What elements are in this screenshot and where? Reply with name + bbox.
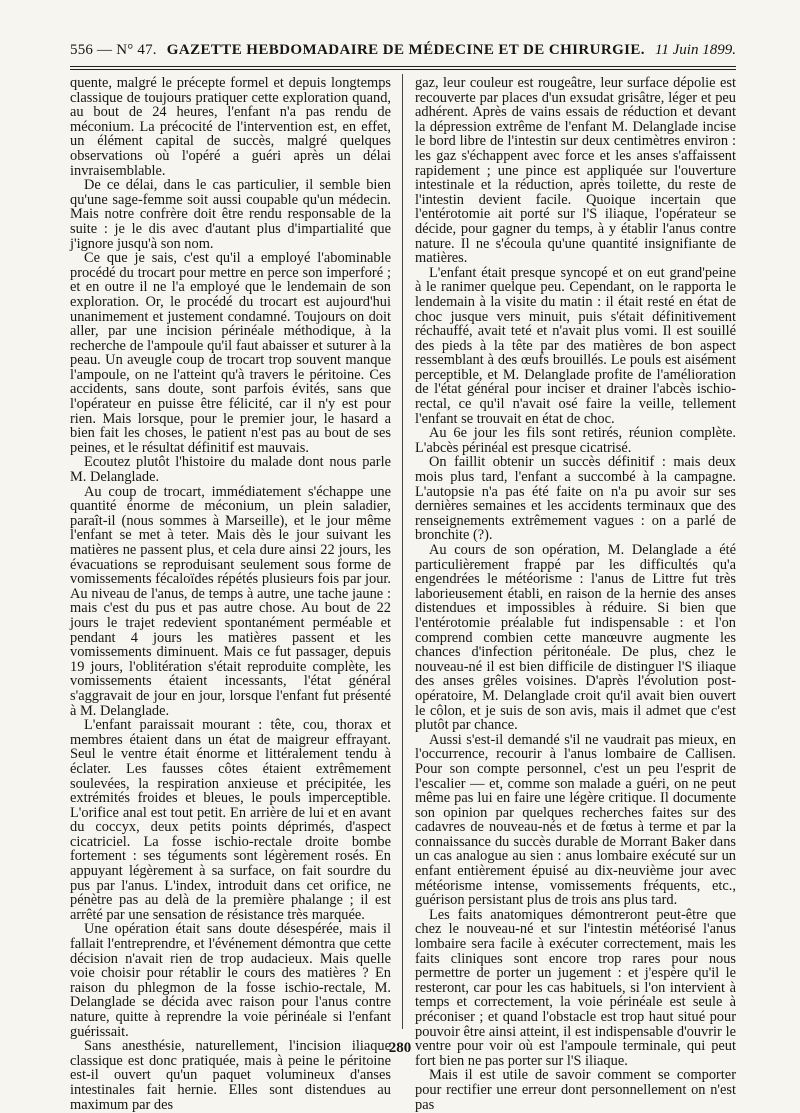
paragraph: L'enfant était presque syncopé et on eut grand'peine à le ranimer quelque peu. Cependant, on le rapporta le lendemain à la visite du matin : il était resté en état de choc jusque vers minuit, puis s'était définitivement réchauffé, avait teté et n'avait plus vomi. Il est souillé des pieds à la tête par des matières de bon aspect ressemblant à des œufs brouillés. Le pouls est aisément perceptible, et M. Delanglade profite de l'amélioration de l'état général pour inciser et drainer l'abcès ischio-rectal, ce qu'il n'avait osé faire la veille, tellement l'enfant se trouvait en état de choc.	[415, 264, 736, 427]
paragraph: gaz, leur couleur est rougeâtre, leur surface dépolie est recouverte par places d'un exsudat grisâtre, léger et peu adhérent. Après de vains essais de réduction et devant la dépression extrême de l'enfant M. Delanglade incise le bord libre de l'intestin sur deux centimètres environ : les gaz s'échappent avec force et les anses s'affaissent rapidement ; une pince est appliquée sur l'ouverture intestinale et la réduction, après toilette, du reste de l'intestin devient facile. Quoique incertain que l'entérotomie ait porté sur l'S iliaque, l'opérateur se décide, pour gagner du temps, à y établir l'anus contre nature. Il ne s'écoula qu'une quantité insignifiante de matières.	[415, 75, 736, 267]
paragraph: Une opération était sans doute désespérée, mais il fallait l'entreprendre, et l'événement démontra que cette décision n'avait rien de trop audacieux. Mais quelle voie choisir pour rétablir le cours des matières ? En raison du phlegmon de la fosse ischio-rectale, M. Delanglade se décida avec raison pour l'anus contre nature, quitte à reprendre la voie périnéale si l'enfant guérissait.	[70, 921, 391, 1040]
issue-date: 11 Juin 1899.	[655, 42, 736, 58]
paragraph: Au 6e jour les fils sont retirés, réunion complète. L'abcès périnéal est presque cicatrisé.	[415, 425, 736, 456]
paragraph: L'enfant paraissait mourant : tête, cou, thorax et membres étaient dans un état de maigreur effrayant. Seul le ventre était énorme et littéralement tendu à éclater. Les fausses côtes étaient extrêmement soulevées, la respiration anxieuse et précipitée, les extrémités froides et bleues, le pouls imperceptible. L'orifice anal est tout petit. En arrière de lui et en avant du coccyx, deux petits points déprimés, d'aspect cicatriciel. La fosse ischio-rectale droite bombe fortement : ses téguments sont légèrement rosés. En appuyant légèrement à sa surface, on fait sourdre du pus par l'anus. L'index, introduit dans cet orifice, ne pénètre pas au delà de la première phalange ; il est arrêté par une sensation de résistance très marquée.	[70, 717, 391, 923]
paragraph: Les faits anatomiques démontreront peut-être que chez le nouveau-né et sur l'intestin météorisé l'anus lombaire sera facile à exécuter correctement, mais les faits cliniques sont encore trop rares pour nous permettre de porter un jugement : et j'espère qu'il le resteront, car pour les cas habituels, si l'on intervient à temps et correctement, la voie périnéale est seule à préconiser ; et quand l'obstacle est trop haut situé pour pouvoir être ainsi atteint, il est indispensable d'ouvrir le ventre pour voir où est l'ampoule terminale, qui peut fort bien ne pas porter sur l'S iliaque.	[415, 906, 736, 1069]
paragraph: quente, malgré le précepte formel et depuis longtemps classique de toujours pratiquer cette exploration quand, au bout de 24 heures, l'enfant n'a pas rendu de méconium. La précocité de l'intervention est, en effet, un élément capital de succès, malgré quelques observations où l'opéré a guéri après un délai invraisemblable.	[70, 75, 391, 179]
right-column	[415, 76, 736, 1112]
journal-title: GAZETTE HEBDOMADAIRE DE MÉDECINE ET DE CHIRURGIE.	[166, 42, 645, 58]
paragraph: Sans anesthésie, naturellement, l'incision iliaque classique est donc pratiquée, mais à peine le péritoine est-il ouvert qu'un paquet volumineux d'anses intestinales fait hernie. Elles sont distendues au maximum par des	[70, 1038, 391, 1113]
paragraph: On faillit obtenir un succès définitif : mais deux mois plus tard, l'enfant a succombé à la campagne. L'autopsie n'a pas été faite on n'a pu avoir sur ses dernières semaines et les accidents terminaux que des renseignements extrêmement vagues : on a parlé de bronchite (?).	[415, 454, 736, 544]
running-header	[70, 42, 736, 66]
paragraph: De ce délai, dans le cas particulier, il semble bien qu'une sage-femme soit aussi coupable qu'un médecin. Mais notre confrère doit être rendu responsable de la suite : je le dis avec d'autant plus d'impartialité que j'ignore jusqu'à son nom.	[70, 177, 391, 252]
page-folio: 280	[388, 1040, 412, 1056]
paragraph: Au coup de trocart, immédiatement s'échappe une quantité énorme de méconium, un plein saladier, paraît-il (nous sommes à Marseille), et le jour même l'enfant se met à teter. Mais dès le jour suivant les matières ne passent plus, et cela dure ainsi 22 jours, les évacuations se reproduisant seulement sous forme de vomissements fécaloïdes répétés plusieurs fois par jour. Au niveau de l'anus, de temps à autre, une tache jaune : mais c'est du pus et pas autre chose. Au bout de 22 jours le trajet redevient spontanément perméable et pendant 4 jours les matières passent et les vomissements diminuent. Mais ce fut passager, depuis 19 jours, l'oblitération s'était reproduite complète, les vomissements étaient incessants, l'état général s'aggravait de jour en jour, lorsque l'enfant fut présenté à M. Delanglade.	[70, 483, 391, 719]
column-divider	[402, 74, 403, 1029]
paragraph: Au cours de son opération, M. Delanglade a été particulièrement frappé par les difficultés qu'a engendrées le météorisme : l'anus de Littre fut très laborieusement établi, en raison de la hernie des anses distendues et impossibles à réduire. Si bien que l'entérotomie préalable fut indispensable : et l'on comprend combien cette manœuvre augmente les chances d'infection péritonéale. De plus, chez le nouveau-né il est bien difficile de distinguer l'S iliaque des anses grêles voisines. D'après l'évolution post-opératoire, M. Delanglade croit qu'il avait bien ouvert le côlon, et je suis de son avis, mais il admet que c'est plutôt par chance.	[415, 542, 736, 734]
paragraph: Mais il est utile de savoir comment se comporter pour rectifier une erreur dont personnellement on n'est pas	[415, 1067, 736, 1113]
left-column	[70, 76, 391, 1112]
paragraph: Ce que je sais, c'est qu'il a employé l'abominable procédé du trocart pour mettre en perce son imperforé ; et en outre il ne l'a employé que le lendemain de son exploration. Or, le procédé du trocart est aujourd'hui unanimement et justement condamné. Toujours on doit aller, par une incision périnéale méthodique, à la recherche de l'ampoule qu'il faut abaisser et suturer à la peau. Un aveugle coup de trocart trop souvent manque l'ampoule, on ne l'atteint qu'à travers le péritoine. Ces accidents, sans doute, sont parfois évités, sans que l'opérateur en puisse être félicité, car il n'y est pour rien. Mais lorsque, pour le premier jour, le hasard a bien fait les choses, le patient n'est pas au bout de ses peines, et le résultat définitif est mauvais.	[70, 250, 391, 456]
header-rule-top	[70, 66, 736, 67]
paragraph: Aussi s'est-il demandé s'il ne vaudrait pas mieux, en l'occurrence, recourir à l'anus lombaire de Callisen. Pour son compte personnel, c'est un peu l'esprit de l'escalier — et, comme son malade a guéri, on ne peut même pas lui en faire une légère critique. Il documente son opinion par quelques recherches faites sur des cadavres de nouveau-nés et de fœtus à terme et par la connaissance du succès durable de Morrant Baker dans un cas analogue au sien : anus lombaire exécuté sur un enfant entièrement épuisé au dix-neuvième jour avec météorisme intense, vomissements fréquents, etc., guérison persistant plus de trois ans plus tard.	[415, 731, 736, 909]
header-rule-bottom	[70, 69, 736, 70]
paragraph: Ecoutez plutôt l'histoire du malade dont nous parle M. Delanglade.	[70, 454, 391, 486]
page-number: 556 — N° 47.	[70, 42, 157, 58]
